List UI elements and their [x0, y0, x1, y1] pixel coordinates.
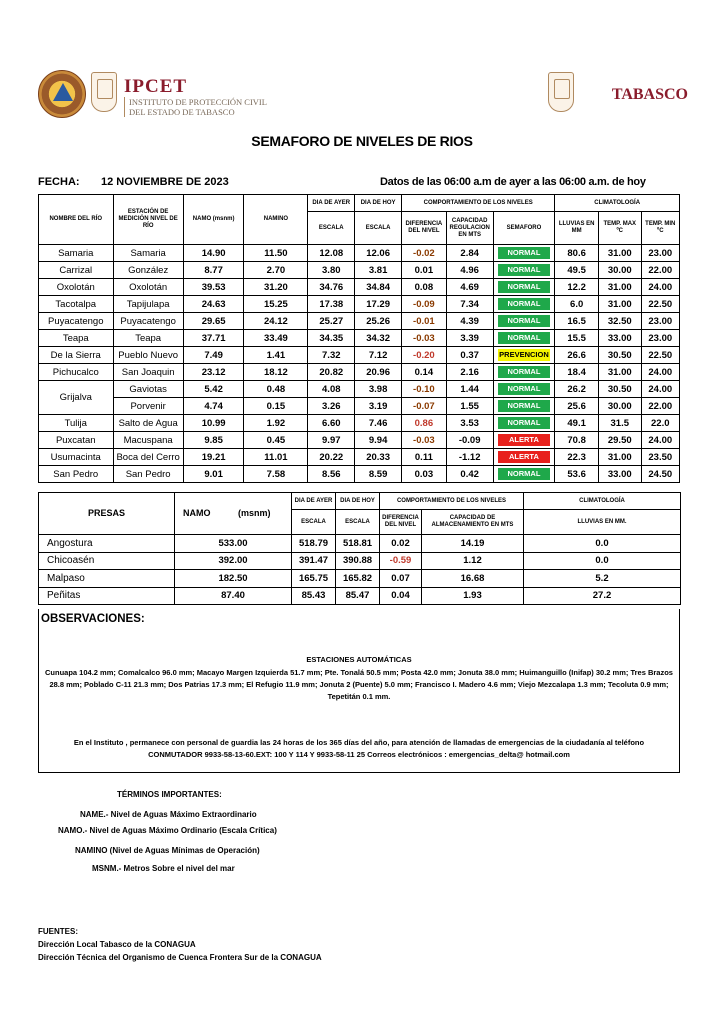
cell-ayer: 34.76	[308, 279, 355, 296]
river-row	[39, 262, 680, 279]
data-period: Datos de las 06:00 a.m de ayer a las 06:00 a.m. de hoy	[380, 176, 646, 188]
cell-estacion: Oxolotán	[113, 279, 183, 296]
cell-hoy: 17.29	[355, 296, 402, 313]
cell-estacion: Puyacatengo	[113, 313, 183, 330]
cell-tmax: 30.50	[598, 381, 641, 398]
river-row	[39, 347, 680, 364]
cell-rio: Oxolotán	[39, 279, 114, 296]
col-comportamiento: COMPORTAMIENTO DE LOS NIVELES	[402, 195, 555, 212]
cell-cap: 16.68	[422, 570, 524, 588]
cell-lluvia: 27.2	[524, 587, 681, 605]
cell-ayer: 8.56	[308, 466, 355, 483]
col-namo: NAMO (msnm)	[183, 195, 244, 245]
cell-rio: Grijalva	[39, 381, 114, 415]
cell-dif: 0.03	[402, 466, 447, 483]
cell-namo: 392.00	[175, 552, 292, 570]
cell-dif: 0.07	[380, 570, 422, 588]
cell-rio: Usumacinta	[39, 449, 114, 466]
semaforo-badge: NORMAL	[498, 400, 551, 412]
cell-cap: 4.39	[446, 313, 493, 330]
cell-namo: 14.90	[183, 245, 244, 262]
cell-lluvia: 49.5	[555, 262, 599, 279]
cell-lluvia: 70.8	[555, 432, 599, 449]
cell-sem	[493, 245, 555, 262]
cell-cap: 1.93	[422, 587, 524, 605]
presa-row	[39, 552, 681, 570]
cell-tmax: 32.50	[598, 313, 641, 330]
cell-tmax: 31.00	[598, 296, 641, 313]
cell-rio: Puyacatengo	[39, 313, 114, 330]
tabasco-crest-icon	[91, 72, 117, 112]
cell-lluvia: 5.2	[524, 570, 681, 588]
fecha-label: FECHA:	[38, 176, 80, 188]
cell-tmax: 31.00	[598, 245, 641, 262]
semaforo-badge: NORMAL	[498, 264, 551, 276]
cell-ayer: 4.08	[308, 381, 355, 398]
page-title: SEMAFORO DE NIVELES DE RIOS	[251, 133, 473, 149]
col-lluvias: LLUVIAS EN MM	[555, 212, 599, 245]
cell-cap: 1.55	[446, 398, 493, 415]
presas-col-escala-hoy: ESCALA	[336, 510, 380, 535]
cell-estacion: Boca del Cerro	[113, 449, 183, 466]
cell-namino: 24.12	[244, 313, 308, 330]
cell-nombre: Malpaso	[39, 570, 175, 588]
cell-estacion: Salto de Agua	[113, 415, 183, 432]
semaforo-badge: NORMAL	[498, 417, 551, 429]
presas-col-climatologia: CLIMATOLOGÍA	[524, 493, 681, 510]
cell-namo: 37.71	[183, 330, 244, 347]
cell-hoy: 8.59	[355, 466, 402, 483]
cell-dif: -0.03	[402, 432, 447, 449]
cell-namo: 39.53	[183, 279, 244, 296]
cell-lluvia: 22.3	[555, 449, 599, 466]
observaciones-box	[38, 609, 680, 773]
river-row	[39, 330, 680, 347]
river-row	[39, 245, 680, 262]
presa-row	[39, 587, 681, 605]
col-dia-ayer: DIA DE AYER	[308, 195, 355, 212]
cell-rio: Tulija	[39, 415, 114, 432]
cell-hoy: 9.94	[355, 432, 402, 449]
cell-namo: 23.12	[183, 364, 244, 381]
fecha-value: 12 NOVIEMBRE DE 2023	[101, 176, 229, 188]
cell-nombre: Chicoasén	[39, 552, 175, 570]
cell-rio: Teapa	[39, 330, 114, 347]
col-escala-ayer: ESCALA	[308, 212, 355, 245]
cell-dif: -0.03	[402, 330, 447, 347]
cell-estacion: Macuspana	[113, 432, 183, 449]
cell-hoy: 3.19	[355, 398, 402, 415]
ipcet-logo-text: IPCET	[124, 76, 188, 97]
cell-sem	[493, 381, 555, 398]
cell-hoy: 3.98	[355, 381, 402, 398]
river-row	[39, 466, 680, 483]
col-dia-hoy: DIA DE HOY	[355, 195, 402, 212]
cell-lluvia: 12.2	[555, 279, 599, 296]
cell-estacion: Pueblo Nuevo	[113, 347, 183, 364]
cell-tmax: 33.00	[598, 466, 641, 483]
presas-col-dia-hoy: DIA DE HOY	[336, 493, 380, 510]
cell-namo: 10.99	[183, 415, 244, 432]
term-namo: NAMO.- Nivel de Aguas Máximo Ordinario (Escala Crítica)	[58, 826, 277, 835]
cell-cap: 4.96	[446, 262, 493, 279]
presas-col-lluvias: LLUVIAS EN MM.	[524, 510, 681, 535]
river-row	[39, 449, 680, 466]
cell-estacion: San Joaquin	[113, 364, 183, 381]
cell-namo: 87.40	[175, 587, 292, 605]
observaciones-subtitle: ESTACIONES AUTOMÁTICAS	[306, 655, 412, 664]
cell-lluvia: 18.4	[555, 364, 599, 381]
col-escala-hoy: ESCALA	[355, 212, 402, 245]
cell-dif: 0.86	[402, 415, 447, 432]
cell-tmax: 31.5	[598, 415, 641, 432]
cell-estacion: Porvenir	[113, 398, 183, 415]
cell-lluvia: 80.6	[555, 245, 599, 262]
cell-sem	[493, 398, 555, 415]
cell-estacion: Teapa	[113, 330, 183, 347]
cell-sem	[493, 262, 555, 279]
cell-namino: 31.20	[244, 279, 308, 296]
cell-tmin: 22.50	[641, 347, 679, 364]
cell-hoy: 20.96	[355, 364, 402, 381]
presas-col-dia-ayer: DIA DE AYER	[292, 493, 336, 510]
cell-lluvia: 15.5	[555, 330, 599, 347]
col-namino: NAMINO	[244, 195, 308, 245]
cell-tmax: 31.00	[598, 279, 641, 296]
cell-dif: 0.11	[402, 449, 447, 466]
cell-tmin: 22.00	[641, 398, 679, 415]
col-estacion: ESTACIÓN DE MEDICIÓN NIVEL DE RÍO	[113, 195, 183, 245]
cell-tmin: 24.00	[641, 279, 679, 296]
cell-lluvia: 0.0	[524, 535, 681, 553]
cell-namino: 0.48	[244, 381, 308, 398]
cell-lluvia: 6.0	[555, 296, 599, 313]
cell-sem	[493, 313, 555, 330]
cell-dif: 0.04	[380, 587, 422, 605]
cell-tmax: 31.00	[598, 449, 641, 466]
ipcet-subtitle: INSTITUTO DE PROTECCIÓN CIVIL DEL ESTADO DE TABASCO	[124, 97, 267, 117]
cell-tmax: 30.00	[598, 398, 641, 415]
cell-namino: 11.50	[244, 245, 308, 262]
cell-ayer: 391.47	[292, 552, 336, 570]
semaforo-badge: NORMAL	[498, 281, 551, 293]
cell-hoy: 7.46	[355, 415, 402, 432]
cell-ayer: 6.60	[308, 415, 355, 432]
cell-tmax: 30.50	[598, 347, 641, 364]
cell-namino: 15.25	[244, 296, 308, 313]
river-row	[39, 381, 680, 398]
cell-namino: 1.41	[244, 347, 308, 364]
river-row	[39, 398, 680, 415]
fuentes-line-2: Dirección Técnica del Organismo de Cuenca Frontera Sur de la CONAGUA	[38, 953, 322, 962]
cell-tmin: 24.50	[641, 466, 679, 483]
cell-dif: -0.20	[402, 347, 447, 364]
tabasco-shield-icon	[548, 72, 574, 112]
cell-namino: 33.49	[244, 330, 308, 347]
cell-rio: De la Sierra	[39, 347, 114, 364]
cell-estacion: Samaria	[113, 245, 183, 262]
cell-ayer: 17.38	[308, 296, 355, 313]
cell-ayer: 9.97	[308, 432, 355, 449]
observaciones-text: Cunuapa 104.2 mm; Comalcalco 96.0 mm; Macayo Margen Izquierda 51.7 mm; Pte. Tonalá 50.5 mm; Posta 42.0 mm; Jonuta 38.0 mm; Huimanguillo (Inifap) 30.2 mm; Tres Brazos 28.8 mm; Poblado C-11 21.3 mm; Dos Patrias 17.3 mm; El Refugio 11.9 mm; Jonuta 2 (Puente) 5.0 mm; Francisco I. Madero 4.6 mm; Viejo Mezcalapa 1.3 mm; Tecoluta 0.9 mm; Tepetitán 0.1 mm.	[45, 668, 673, 701]
cell-namino: 2.70	[244, 262, 308, 279]
cell-rio: Samaria	[39, 245, 114, 262]
cell-cap: 1.12	[422, 552, 524, 570]
cell-cap: 3.39	[446, 330, 493, 347]
cell-estacion: Tapijulapa	[113, 296, 183, 313]
col-nombre: NOMBRE DEL RÍO	[39, 195, 114, 245]
cell-sem	[493, 279, 555, 296]
cell-lluvia: 26.2	[555, 381, 599, 398]
cell-hoy: 85.47	[336, 587, 380, 605]
semaforo-badge: NORMAL	[498, 315, 551, 327]
presas-header: PRESAS	[39, 493, 175, 535]
cell-namo: 8.77	[183, 262, 244, 279]
fuentes-line-1: Dirección Local Tabasco de la CONAGUA	[38, 940, 196, 949]
cell-namo: 182.50	[175, 570, 292, 588]
cell-rio: Puxcatan	[39, 432, 114, 449]
semaforo-badge: NORMAL	[498, 468, 551, 480]
cell-rio: Pichucalco	[39, 364, 114, 381]
cell-ayer: 3.26	[308, 398, 355, 415]
cell-sem	[493, 432, 555, 449]
cell-cap: 1.44	[446, 381, 493, 398]
cell-namo: 4.74	[183, 398, 244, 415]
cell-ayer: 12.08	[308, 245, 355, 262]
col-climatologia: CLIMATOLOGÍA	[555, 195, 680, 212]
cell-tmin: 23.00	[641, 245, 679, 262]
river-row	[39, 313, 680, 330]
presa-row	[39, 570, 681, 588]
cell-ayer: 20.82	[308, 364, 355, 381]
cell-ayer: 7.32	[308, 347, 355, 364]
cell-cap: 7.34	[446, 296, 493, 313]
semaforo-badge: ALERTA	[498, 434, 551, 446]
river-row	[39, 415, 680, 432]
cell-dif: -0.59	[380, 552, 422, 570]
cell-namo: 9.01	[183, 466, 244, 483]
page-header	[38, 70, 688, 120]
cell-dif: -0.01	[402, 313, 447, 330]
cell-tmax: 33.00	[598, 330, 641, 347]
civil-protection-seal-icon	[38, 70, 86, 118]
presas-col-escala-ayer: ESCALA	[292, 510, 336, 535]
cell-sem	[493, 330, 555, 347]
river-row	[39, 279, 680, 296]
cell-sem	[493, 296, 555, 313]
cell-estacion: González	[113, 262, 183, 279]
cell-sem	[493, 347, 555, 364]
river-row	[39, 364, 680, 381]
cell-sem	[493, 415, 555, 432]
col-capacidad: CAPACIDAD REGULACION EN MTS	[446, 212, 493, 245]
cell-ayer: 20.22	[308, 449, 355, 466]
cell-cap: -1.12	[446, 449, 493, 466]
presa-row	[39, 535, 681, 553]
cell-namo: 533.00	[175, 535, 292, 553]
cell-tmin: 22.50	[641, 296, 679, 313]
tabasco-logo-text: TABASCO	[611, 86, 688, 103]
cell-tmin: 23.50	[641, 449, 679, 466]
semaforo-badge: NORMAL	[498, 332, 551, 344]
cell-lluvia: 0.0	[524, 552, 681, 570]
fuentes-section	[38, 925, 322, 964]
cell-tmax: 31.00	[598, 364, 641, 381]
cell-namino: 7.58	[244, 466, 308, 483]
cell-estacion: San Pedro	[113, 466, 183, 483]
cell-dif: -0.09	[402, 296, 447, 313]
cell-lluvia: 16.5	[555, 313, 599, 330]
cell-hoy: 20.33	[355, 449, 402, 466]
presas-col-diferencia: DIFERENCIA DEL NIVEL	[380, 510, 422, 535]
cell-namo: 24.63	[183, 296, 244, 313]
semaforo-badge: NORMAL	[498, 298, 551, 310]
rivers-table	[38, 194, 680, 483]
cell-cap: 0.37	[446, 347, 493, 364]
cell-nombre: Peñitas	[39, 587, 175, 605]
cell-tmin: 22.00	[641, 262, 679, 279]
cell-lluvia: 49.1	[555, 415, 599, 432]
cell-namo: 9.85	[183, 432, 244, 449]
semaforo-badge: NORMAL	[498, 366, 551, 378]
river-row	[39, 432, 680, 449]
cell-dif: -0.02	[402, 245, 447, 262]
cell-dif: 0.01	[402, 262, 447, 279]
col-diferencia: DIFERENCIA DEL NIVEL	[402, 212, 447, 245]
cell-rio: San Pedro	[39, 466, 114, 483]
presas-table	[38, 492, 681, 605]
cell-namo: 7.49	[183, 347, 244, 364]
cell-hoy: 25.26	[355, 313, 402, 330]
observaciones-footer: En el Instituto , permanece con personal de guardia las 24 horas de los 365 días del año, para atención de llamadas de emergencias de la ciudadanía al teléfono CONMUTADOR 9933-58-13-60.EXT: 100 Y 114 Y 9933-58-11 25 Correos electrónicos : emergencias_delta@ hotmail.com	[73, 738, 645, 759]
cell-hoy: 390.88	[336, 552, 380, 570]
cell-ayer: 34.35	[308, 330, 355, 347]
cell-sem	[493, 364, 555, 381]
cell-namino: 0.45	[244, 432, 308, 449]
term-msnm: MSNM.- Metros Sobre el nivel del mar	[92, 864, 235, 873]
cell-dif: 0.14	[402, 364, 447, 381]
cell-tmin: 24.00	[641, 364, 679, 381]
cell-namino: 18.12	[244, 364, 308, 381]
cell-sem	[493, 466, 555, 483]
cell-ayer: 518.79	[292, 535, 336, 553]
cell-cap: 14.19	[422, 535, 524, 553]
observaciones-title: OBSERVACIONES:	[41, 613, 145, 625]
term-name: NAME.- Nivel de Aguas Máximo Extraordinario	[80, 810, 257, 819]
cell-tmin: 23.00	[641, 313, 679, 330]
cell-tmin: 24.00	[641, 432, 679, 449]
cell-rio: Carrizal	[39, 262, 114, 279]
cell-namino: 11.01	[244, 449, 308, 466]
cell-tmin: 23.00	[641, 330, 679, 347]
term-namino: NAMINO (Nivel de Aguas Mínimas de Operación)	[75, 846, 260, 855]
cell-cap: 3.53	[446, 415, 493, 432]
cell-hoy: 34.84	[355, 279, 402, 296]
cell-estacion: Gaviotas	[113, 381, 183, 398]
cell-cap: 0.42	[446, 466, 493, 483]
cell-hoy: 12.06	[355, 245, 402, 262]
cell-sem	[493, 449, 555, 466]
semaforo-badge: PREVENCION	[499, 350, 549, 359]
cell-namino: 1.92	[244, 415, 308, 432]
presas-col-comportamiento: COMPORTAMIENTO DE LOS NIVELES	[380, 493, 524, 510]
cell-ayer: 85.43	[292, 587, 336, 605]
terms-title: TÉRMINOS IMPORTANTES:	[117, 790, 222, 799]
cell-namo: 5.42	[183, 381, 244, 398]
col-temp-max: TEMP. MAX ºC	[598, 212, 641, 245]
cell-dif: -0.10	[402, 381, 447, 398]
cell-dif: 0.08	[402, 279, 447, 296]
semaforo-badge: NORMAL	[498, 383, 551, 395]
cell-hoy: 7.12	[355, 347, 402, 364]
cell-ayer: 3.80	[308, 262, 355, 279]
cell-cap: 2.84	[446, 245, 493, 262]
cell-nombre: Angostura	[39, 535, 175, 553]
cell-ayer: 25.27	[308, 313, 355, 330]
cell-hoy: 3.81	[355, 262, 402, 279]
cell-tmin: 22.0	[641, 415, 679, 432]
col-temp-min: TEMP. MIN ºC	[641, 212, 679, 245]
cell-lluvia: 53.6	[555, 466, 599, 483]
cell-lluvia: 26.6	[555, 347, 599, 364]
cell-hoy: 518.81	[336, 535, 380, 553]
cell-namo: 19.21	[183, 449, 244, 466]
cell-cap: 2.16	[446, 364, 493, 381]
cell-tmax: 29.50	[598, 432, 641, 449]
cell-rio: Tacotalpa	[39, 296, 114, 313]
fuentes-title: FUENTES:	[38, 927, 78, 936]
cell-cap: -0.09	[446, 432, 493, 449]
cell-namo: 29.65	[183, 313, 244, 330]
cell-dif: -0.07	[402, 398, 447, 415]
cell-tmax: 30.00	[598, 262, 641, 279]
cell-dif: 0.02	[380, 535, 422, 553]
cell-cap: 4.69	[446, 279, 493, 296]
semaforo-badge: ALERTA	[498, 451, 551, 463]
cell-tmin: 24.00	[641, 381, 679, 398]
presas-col-capacidad: CAPACIDAD DE ALMACENAMIENTO EN MTS	[422, 510, 524, 535]
presas-namo-header: NAMO (msnm)	[175, 493, 292, 535]
semaforo-badge: NORMAL	[498, 247, 551, 259]
cell-lluvia: 25.6	[555, 398, 599, 415]
river-row	[39, 296, 680, 313]
col-semaforo: SEMAFORO	[493, 212, 555, 245]
cell-hoy: 165.82	[336, 570, 380, 588]
cell-hoy: 34.32	[355, 330, 402, 347]
cell-namino: 0.15	[244, 398, 308, 415]
cell-ayer: 165.75	[292, 570, 336, 588]
